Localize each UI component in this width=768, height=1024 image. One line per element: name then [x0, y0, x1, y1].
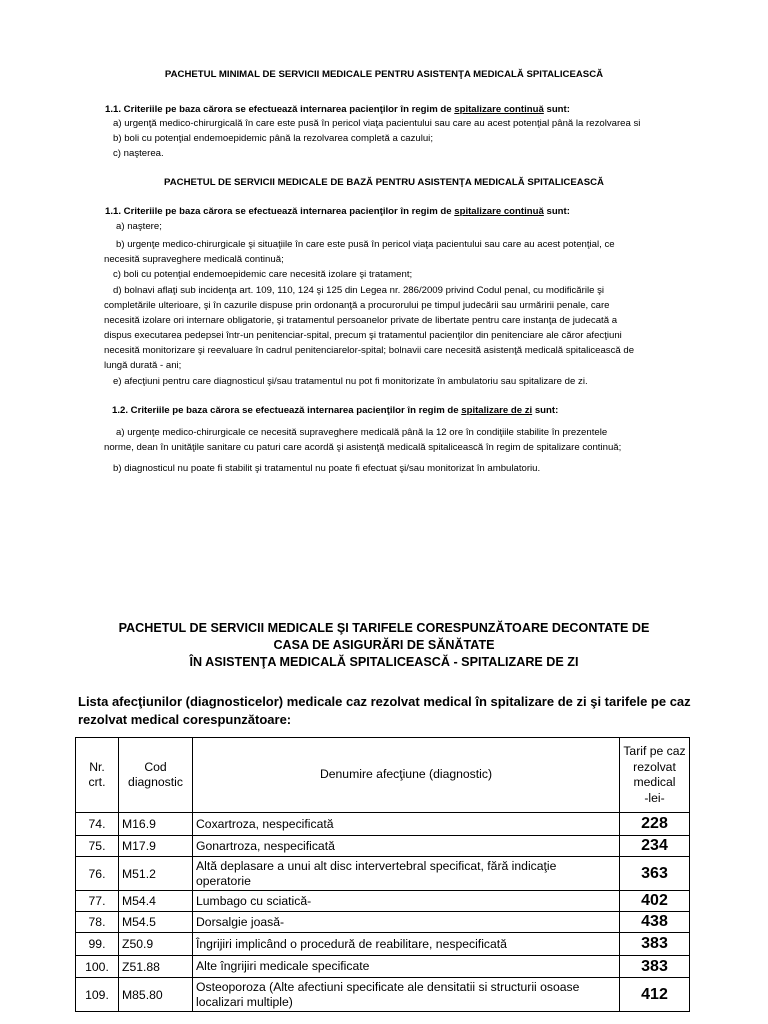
section2-criteria1	[105, 206, 570, 217]
cell-tarif: 438	[620, 912, 690, 933]
cell-tarif: 363	[620, 857, 690, 891]
criteria-suffix: sunt:	[543, 206, 570, 217]
cell-nr: 109.	[76, 978, 119, 1012]
section2-line: dispus executarea pedepsei într-un penitenciar-spital, precum şi tratamentul pacienţilor din penitenciare ale căror afecţiuni	[104, 330, 622, 341]
section2-line: completările ulterioare, şi în cazurile dispuse prin ordonanţă a procurorului pe timpul judecării sau urmăririi penale, care	[104, 300, 610, 311]
cell-denumire	[193, 836, 620, 857]
cell-tarif: 228	[620, 813, 690, 836]
table-row	[76, 956, 690, 978]
list-intro-line: Lista afecţiunilor (diagnosticelor) medicale caz rezolvat medical în spitalizare de zi şi tarifele pe caz	[78, 694, 691, 709]
header-text: rezolvat	[633, 759, 676, 774]
header-tarif	[620, 738, 690, 813]
section2-line: a) urgenţe medico-chirurgicale ce necesită supraveghere medicală până la 12 ore în condiţiile stabilite în prezentele	[116, 427, 608, 438]
criteria-prefix: 1.1. Criteriile pe baza cărora se efectuează internarea pacienţilor în regim de	[105, 206, 455, 217]
cell-text: Coxartroza, nespecificată	[196, 816, 334, 831]
table-row	[76, 813, 690, 836]
cell-denumire	[193, 891, 620, 912]
cell-nr: 78.	[76, 912, 119, 933]
cell-tarif: 402	[620, 891, 690, 912]
section2-line: a) naştere;	[116, 221, 162, 232]
cell-text: Lumbago cu sciatică-	[196, 893, 312, 908]
cell-cod: Z50.9	[119, 933, 193, 956]
header-text: Denumire afecţiune (diagnostic)	[319, 767, 493, 782]
section2-line: necesită izolare ori internare obligatorie, şi tratamentul persoanelor private de libertate pentru care instanţa de judecată a	[104, 315, 618, 326]
cell-text: Îngrijiri implicând o procedură de reabilitare, nespecificată	[196, 936, 507, 951]
section2-title: PACHETUL DE SERVICII MEDICALE DE BAZĂ PENTRU ASISTENŢA MEDICALĂ SPITALICEASCĂ	[164, 177, 604, 188]
section2-line: necesită supraveghere medicală continuă;	[104, 254, 284, 265]
section3-title-line: PACHETUL DE SERVICII MEDICALE ŞI TARIFELE CORESPUNZĂTOARE DECONTATE DE	[118, 621, 650, 635]
list-intro-line: rezolvat medical corespunzătoare:	[78, 712, 292, 727]
cell-denumire	[193, 933, 620, 956]
cell-nr: 99.	[76, 933, 119, 956]
section2-line: e) afecţiuni pentru care diagnosticul şi/sau tratamentul nu pot fi monitorizate în ambulatoriu sau spitalizare de zi.	[113, 376, 588, 387]
cell-cod: Z51.88	[119, 956, 193, 978]
cell-text: Alte îngrijiri medicale specificate	[196, 959, 370, 973]
cell-cod: M54.4	[119, 891, 193, 912]
cell-denumire	[193, 813, 620, 836]
cell-nr: 77.	[76, 891, 119, 912]
criteria-underlined: spitalizare de zi	[461, 405, 533, 416]
table-row	[76, 912, 690, 933]
header-text: crt.	[88, 775, 106, 789]
cell-cod: M85.80	[119, 978, 193, 1012]
table-row	[76, 978, 690, 1012]
cell-cod: M16.9	[119, 813, 193, 836]
section2-line: lungă durată - ani;	[104, 360, 182, 371]
cell-text: operatorie	[196, 873, 251, 888]
cell-text: localizari multiple)	[196, 994, 293, 1009]
section2-criteria2	[112, 405, 558, 416]
table-row	[76, 857, 690, 891]
section2-line: c) boli cu potenţial endemoepidemic care necesită izolare şi tratament;	[113, 269, 413, 280]
tariff-table	[75, 737, 690, 1012]
cell-tarif: 234	[620, 836, 690, 857]
section1-title: PACHETUL MINIMAL DE SERVICII MEDICALE PENTRU ASISTENŢA MEDICALĂ SPITALICEASCĂ	[164, 69, 604, 80]
cell-cod: M54.5	[119, 912, 193, 933]
section3-title-line: ÎN ASISTENŢA MEDICALĂ SPITALICEASCĂ - SPITALIZARE DE ZI	[189, 655, 579, 669]
criteria-suffix: sunt:	[532, 405, 559, 416]
section1-item: a) urgenţă medico-chirurgicală în care este pusă în pericol viaţa pacientului sau care au acest potenţial până la rezolvarea si	[113, 118, 641, 129]
section2-line: necesită monitorizare şi reevaluare în cadrul penitenciarelor-spital; bolnavii care necesită asistenţă medicală spitalicească de	[104, 345, 635, 356]
section1-item: b) boli cu potenţial endemoepidemic până la rezolvarea completă a cazului;	[113, 133, 433, 144]
cell-text: Dorsalgie joasă-	[196, 914, 285, 929]
cell-nr: 76.	[76, 857, 119, 891]
header-cod	[119, 738, 193, 813]
section1-item: c) naşterea.	[113, 148, 164, 159]
cell-denumire	[193, 857, 620, 891]
cell-tarif: 383	[620, 956, 690, 978]
header-text: medical	[633, 775, 676, 789]
header-text: Cod	[144, 759, 167, 774]
table-row	[76, 836, 690, 857]
header-text: Tarif pe caz	[623, 744, 686, 758]
header-text: -lei-	[644, 790, 665, 805]
cell-tarif: 412	[620, 978, 690, 1012]
table-row	[76, 891, 690, 912]
cell-denumire	[193, 956, 620, 978]
section2-line: b) urgenţe medico-chirurgicale şi situaţiile în care este pusă în pericol viaţa pacientului sau care au acest potenţial, ce	[116, 239, 615, 250]
section2-line: d) bolnavi aflaţi sub incidenţa art. 109, 110, 124 şi 125 din Legea nr. 286/2009 privind Codul penal, cu modificările şi	[113, 285, 605, 296]
table-header-row	[76, 738, 690, 813]
cell-cod: M51.2	[119, 857, 193, 891]
cell-text: Gonartroza, nespecificată	[196, 838, 335, 853]
header-text: diagnostic	[128, 775, 183, 789]
section3-title-line: CASA DE ASIGURĂRI DE SĂNĂTATE	[273, 638, 495, 652]
criteria-underlined: spitalizare continuă	[454, 104, 544, 115]
header-denumire	[193, 738, 620, 813]
cell-nr: 75.	[76, 836, 119, 857]
header-nr	[76, 738, 119, 813]
cell-text: Altă deplasare a unui alt disc intervertebral specificat, fără indicaţie	[196, 858, 557, 873]
table-row	[76, 933, 690, 956]
criteria-prefix: 1.2. Criteriile pe baza cărora se efectuează internarea pacienţilor în regim de	[112, 405, 462, 416]
header-text: Nr.	[89, 759, 105, 774]
criteria-underlined: spitalizare continuă	[454, 206, 544, 217]
criteria-suffix: sunt:	[543, 104, 570, 115]
criteria-prefix: 1.1. Criteriile pe baza cărora se efectuează internarea pacienţilor în regim de	[105, 104, 455, 115]
cell-denumire	[193, 978, 620, 1012]
cell-denumire	[193, 912, 620, 933]
list-intro	[78, 693, 698, 729]
cell-nr: 100.	[76, 956, 119, 978]
cell-cod: M17.9	[119, 836, 193, 857]
section2-line: norme, dean în unităţile sanitare cu paturi care acordă şi asistenţă medicală spitalicească în regim de spitalizare continuă;	[104, 442, 622, 453]
cell-text: Osteoporoza (Alte afectiuni specificate ale densitatii si structurii osoase	[196, 979, 580, 994]
section1-criteria	[105, 104, 570, 115]
cell-tarif: 383	[620, 933, 690, 956]
cell-nr: 74.	[76, 813, 119, 836]
section2-line: b) diagnosticul nu poate fi stabilit şi tratamentul nu poate fi efectuat şi/sau monitorizat în ambulatoriu.	[113, 463, 541, 474]
